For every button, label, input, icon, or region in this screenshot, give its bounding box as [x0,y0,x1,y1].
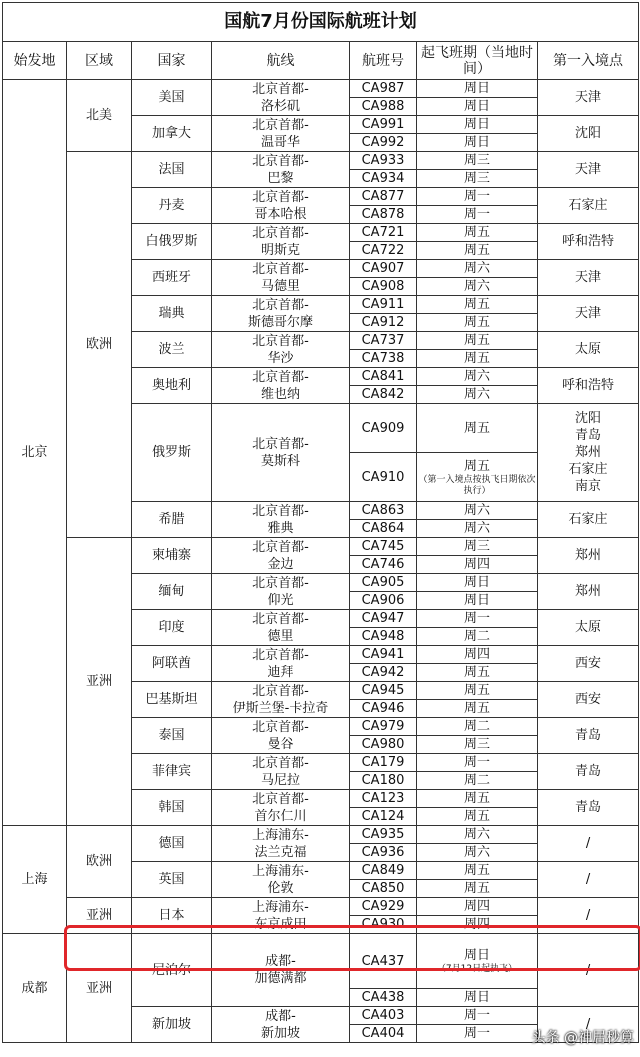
schedule-day: 周五 [463,333,490,348]
schedule-day: 周五 [463,315,490,330]
flight-no-cell: CA721 [350,224,417,242]
country-cell: 瑞典 [132,296,212,332]
schedule-day: 周六 [463,261,490,276]
country-cell: 缅甸 [132,574,212,610]
route-line: 北京首都- [252,791,309,807]
entry-point-cell: / [538,898,639,934]
flight-no-cell: CA864 [350,520,417,538]
schedule-day: 周五 [463,351,490,366]
route-line: 温哥华 [260,134,300,150]
entry-point-cell: 呼和浩特 [538,368,639,404]
route-line: 加德满都 [254,971,307,986]
route-line: 北京首都- [252,81,309,97]
schedule-cell [417,206,538,224]
flight-no-cell: CA929 [350,898,417,916]
country-cell: 西班牙 [132,260,212,296]
entry-point-cell: / [538,934,639,1007]
route-line: 北京首都- [252,189,309,205]
route-cell [212,646,350,682]
flight-no-cell: CA878 [350,206,417,224]
flight-no-cell: CA948 [350,628,417,646]
entry-point-cell: 呼和浩特 [538,224,639,260]
country-cell: 印度 [132,610,212,646]
schedule-day: 周日 [463,117,490,132]
schedule-day: 周一 [463,1008,490,1023]
country-cell: 白俄罗斯 [132,224,212,260]
flight-no-cell: CA850 [350,880,417,898]
route-line: 东京成田 [254,916,307,932]
schedule-day: 周五 [463,458,490,474]
route-line: 曼谷 [267,736,294,752]
schedule-cell [417,188,538,206]
entry-point-cell: 太原 [538,332,639,368]
schedule-day: 周一 [463,207,490,222]
schedule-day: 周五 [463,881,490,896]
route-line: 伊斯兰堡-卡拉奇 [232,700,329,716]
schedule-day: 周三 [463,737,490,752]
entry-point-cell [538,404,639,502]
schedule-cell [417,80,538,98]
schedule-cell [417,224,538,242]
watermark: 头条 @神居秒算 [531,1030,634,1046]
flight-no-cell: CA992 [350,134,417,152]
route-line: 北京首都- [252,539,309,555]
schedule-day: 周五 [463,225,490,240]
schedule-day: 周日 [463,99,490,114]
schedule-cell [417,700,538,718]
route-line: 马德里 [260,278,300,294]
route-line: 成都- [265,954,296,969]
route-line: 北京首都- [252,369,309,385]
route-cell [212,790,350,826]
schedule-cell [417,790,538,808]
table-row [3,898,639,916]
route-line: 北京首都- [252,647,309,663]
flight-no-cell: CA849 [350,862,417,880]
entry-point-cell: 天津 [538,152,639,188]
route-line: 明斯克 [260,242,300,258]
schedule-day: 周六 [463,827,490,842]
flight-no-cell: CA438 [350,989,417,1007]
route-line: 上海浦东- [252,863,309,879]
entry-point-cell: 西安 [538,646,639,682]
schedule-cell [417,386,538,404]
schedule-cell [417,260,538,278]
schedule-cell [417,538,538,556]
schedule-cell [417,556,538,574]
schedule-day: 周三 [463,171,490,186]
schedule-cell [417,826,538,844]
route-line: 北京首都- [252,117,309,133]
header-origin: 始发地 [3,42,67,80]
flight-no-cell: CA906 [350,592,417,610]
route-cell [212,754,350,790]
schedule-cell [417,520,538,538]
flight-no-cell: CA179 [350,754,417,772]
schedule-day: 周三 [463,153,490,168]
schedule-cell [417,350,538,368]
flight-no-cell: CA124 [350,808,417,826]
header-row [3,42,639,80]
schedule-day: 周一 [463,755,490,770]
route-line: 法兰克福 [254,844,307,860]
route-cell [212,610,350,646]
schedule-cell [417,592,538,610]
route-cell [212,152,350,188]
flight-no-cell: CA841 [350,368,417,386]
flight-no-cell: CA404 [350,1025,417,1043]
schedule-day: 周六 [463,279,490,294]
flight-no-cell: CA945 [350,682,417,700]
flight-no-cell: CA979 [350,718,417,736]
entry-line: 南京 [575,479,602,494]
entry-point-cell: 青岛 [538,790,639,826]
flight-schedule-table [2,2,639,1043]
schedule-day: 周日 [463,135,490,150]
entry-point-cell: 青岛 [538,718,639,754]
schedule-cell [417,754,538,772]
entry-point-cell: 石家庄 [538,188,639,224]
region-cell: 欧洲 [67,152,132,538]
country-cell: 法国 [132,152,212,188]
route-line: 新加坡 [260,1025,300,1041]
flight-no-cell: CA905 [350,574,417,592]
schedule-cell [417,574,538,592]
country-cell: 韩国 [132,790,212,826]
schedule-day: 周五 [463,701,490,716]
schedule-day: 周六 [463,369,490,384]
country-cell: 美国 [132,80,212,116]
header-route: 航线 [212,42,350,80]
schedule-day: 周二 [463,719,490,734]
flight-no-cell: CA946 [350,700,417,718]
entry-point-cell: 郑州 [538,538,639,574]
flight-no-cell: CA123 [350,790,417,808]
flight-no-cell: CA935 [350,826,417,844]
route-line: 金边 [267,556,294,572]
schedule-day: 周五 [463,683,490,698]
flight-no-cell: CA180 [350,772,417,790]
schedule-cell [417,453,538,502]
flight-no-cell: CA745 [350,538,417,556]
route-line: 迪拜 [267,664,294,680]
flight-no-cell: CA738 [350,350,417,368]
schedule-day: 周日 [463,948,490,963]
flight-no-cell: CA877 [350,188,417,206]
country-cell: 柬埔寨 [132,538,212,574]
route-line: 哥本哈根 [254,206,307,222]
country-cell: 希腊 [132,502,212,538]
schedule-cell [417,736,538,754]
route-cell [212,538,350,574]
country-cell: 尼泊尔 [132,934,212,1007]
schedule-day: 周日 [463,593,490,608]
route-line: 维也纳 [260,386,300,402]
route-line: 仰光 [267,592,294,608]
route-line: 马尼拉 [260,772,300,788]
entry-point-cell: 青岛 [538,754,639,790]
entry-line: 郑州 [575,445,602,460]
flight-no-cell: CA912 [350,314,417,332]
route-cell [212,934,350,1007]
schedule-cell [417,989,538,1007]
flight-no-cell: CA988 [350,98,417,116]
schedule-cell [417,682,538,700]
region-cell: 亚洲 [67,538,132,826]
route-line: 斯德哥尔摩 [247,314,313,330]
schedule-cell [417,718,538,736]
flight-no-cell: CA908 [350,278,417,296]
table-title: 国航7月份国际航班计划 [3,3,639,42]
flight-no-cell: CA437 [350,934,417,989]
schedule-cell [417,134,538,152]
origin-cell: 成都 [3,934,67,1043]
flight-no-cell: CA942 [350,664,417,682]
schedule-cell [417,844,538,862]
schedule-day: 周五 [463,297,490,312]
entry-line: 沈阳 [575,411,602,426]
schedule-day: 周四 [463,647,490,662]
flight-no-cell: CA910 [350,453,417,502]
entry-point-cell: 沈阳 [538,116,639,152]
schedule-day: 周三 [463,539,490,554]
entry-point-cell: 太原 [538,610,639,646]
route-cell [212,502,350,538]
entry-point-cell: 郑州 [538,574,639,610]
schedule-note: （7月12日起执飞） [436,964,518,974]
entry-line: 石家庄 [568,462,608,477]
route-line: 北京首都- [252,333,309,349]
route-line: 北京首都- [252,683,309,699]
schedule-cell [417,862,538,880]
route-cell [212,260,350,296]
route-cell [212,296,350,332]
region-cell: 欧洲 [67,826,132,898]
schedule-cell [417,610,538,628]
country-cell: 日本 [132,898,212,934]
route-cell [212,404,350,502]
schedule-day: 周一 [463,1026,490,1041]
country-cell: 德国 [132,826,212,862]
schedule-cell [417,278,538,296]
schedule-day: 周二 [463,773,490,788]
route-cell [212,368,350,404]
schedule-cell [417,296,538,314]
route-line: 北京首都- [252,225,309,241]
route-line: 北京首都- [252,153,309,169]
route-cell [212,116,350,152]
route-cell [212,188,350,224]
route-cell [212,682,350,718]
flight-no-cell: CA936 [350,844,417,862]
route-line: 德里 [267,628,294,644]
header-region: 区域 [67,42,132,80]
route-line: 华沙 [267,350,294,366]
route-cell [212,1007,350,1043]
schedule-day: 周五 [463,791,490,806]
country-cell: 菲律宾 [132,754,212,790]
schedule-cell [417,898,538,916]
flight-no-cell: CA941 [350,646,417,664]
country-cell: 阿联酋 [132,646,212,682]
route-cell [212,80,350,116]
flight-no-cell: CA907 [350,260,417,278]
schedule-day: 周六 [463,521,490,536]
header-country: 国家 [132,42,212,80]
region-cell: 亚洲 [67,934,132,1043]
table-row [3,152,639,170]
schedule-day: 周日 [463,990,490,1005]
origin-cell: 北京 [3,80,67,826]
flight-no-cell: CA909 [350,404,417,453]
schedule-day: 周五 [463,420,490,436]
schedule-day: 周四 [463,899,490,914]
schedule-cell [417,1025,538,1043]
entry-point-cell: 天津 [538,296,639,332]
schedule-cell [417,98,538,116]
flight-no-cell: CA947 [350,610,417,628]
schedule-cell [417,332,538,350]
schedule-cell [417,404,538,453]
origin-cell: 上海 [3,826,67,934]
route-line: 北京首都- [252,503,309,519]
entry-point-cell: / [538,862,639,898]
schedule-day: 周六 [463,503,490,518]
table-row [3,80,639,98]
route-line: 北京首都- [252,436,309,452]
flight-no-cell: CA991 [350,116,417,134]
schedule-cell [417,152,538,170]
schedule-day: 周六 [463,387,490,402]
schedule-cell [417,664,538,682]
schedule-cell [417,628,538,646]
region-cell: 亚洲 [67,898,132,934]
schedule-cell [417,880,538,898]
schedule-day: 周五 [463,809,490,824]
route-line: 雅典 [267,520,294,536]
flight-no-cell: CA722 [350,242,417,260]
schedule-cell [417,242,538,260]
header-entry-point: 第一入境点 [538,42,639,80]
entry-point-cell: 石家庄 [538,502,639,538]
flight-no-cell: CA930 [350,916,417,934]
entry-line: 青岛 [575,428,602,443]
schedule-day: 周五 [463,665,490,680]
header-schedule: 起飞班期（当地时间） [417,42,538,80]
entry-point-cell: 天津 [538,80,639,116]
route-line: 北京首都- [252,575,309,591]
route-cell [212,898,350,934]
country-cell: 波兰 [132,332,212,368]
flight-no-cell: CA987 [350,80,417,98]
schedule-day: 周六 [463,845,490,860]
schedule-day: 周五 [463,243,490,258]
entry-point-cell: / [538,1007,639,1043]
flight-no-cell: CA842 [350,386,417,404]
country-cell: 巴基斯坦 [132,682,212,718]
schedule-cell [417,646,538,664]
route-cell [212,718,350,754]
route-cell [212,574,350,610]
schedule-cell [417,116,538,134]
flight-no-cell: CA934 [350,170,417,188]
flight-no-cell: CA737 [350,332,417,350]
country-cell: 新加坡 [132,1007,212,1043]
flight-no-cell: CA911 [350,296,417,314]
route-line: 上海浦东- [252,827,309,843]
route-line: 北京首都- [252,261,309,277]
route-line: 北京首都- [252,611,309,627]
route-line: 莫斯科 [260,453,300,469]
flight-no-cell: CA933 [350,152,417,170]
route-line: 上海浦东- [252,899,309,915]
schedule-day: 周日 [463,575,490,590]
country-cell: 丹麦 [132,188,212,224]
region-cell: 北美 [67,80,132,152]
route-line: 北京首都- [252,297,309,313]
flight-no-cell: CA980 [350,736,417,754]
country-cell: 俄罗斯 [132,404,212,502]
schedule-day: 周一 [463,611,490,626]
route-line: 洛杉矶 [260,98,300,114]
route-line: 伦敦 [267,880,294,896]
route-cell [212,826,350,862]
route-line: 北京首都- [252,719,309,735]
schedule-day: 周二 [463,629,490,644]
table-row [3,538,639,556]
schedule-cell [417,1007,538,1025]
schedule-cell [417,808,538,826]
schedule-cell [417,934,538,989]
route-line: 巴黎 [267,170,294,186]
table-row [3,826,639,844]
route-cell [212,862,350,898]
country-cell: 英国 [132,862,212,898]
schedule-cell [417,314,538,332]
schedule-day: 周四 [463,917,490,932]
schedule-cell [417,916,538,934]
entry-point-cell: / [538,826,639,862]
schedule-day: 周四 [463,557,490,572]
schedule-cell [417,368,538,386]
route-cell [212,332,350,368]
schedule-cell [417,772,538,790]
flight-no-cell: CA403 [350,1007,417,1025]
schedule-cell [417,502,538,520]
header-flight-no: 航班号 [350,42,417,80]
route-line: 北京首都- [252,755,309,771]
country-cell: 泰国 [132,718,212,754]
schedule-day: 周五 [463,863,490,878]
entry-point-cell: 天津 [538,260,639,296]
route-line: 成都- [265,1008,296,1024]
route-line: 首尔仁川 [254,808,307,824]
schedule-day: 周一 [463,189,490,204]
entry-point-cell: 西安 [538,682,639,718]
route-cell [212,224,350,260]
schedule-cell [417,170,538,188]
country-cell: 奥地利 [132,368,212,404]
flight-no-cell: CA746 [350,556,417,574]
schedule-note: （第一入境点按执飞日期依次执行） [418,474,536,496]
flight-no-cell: CA863 [350,502,417,520]
table-row [3,934,639,989]
schedule-day: 周日 [463,81,490,96]
country-cell: 加拿大 [132,116,212,152]
